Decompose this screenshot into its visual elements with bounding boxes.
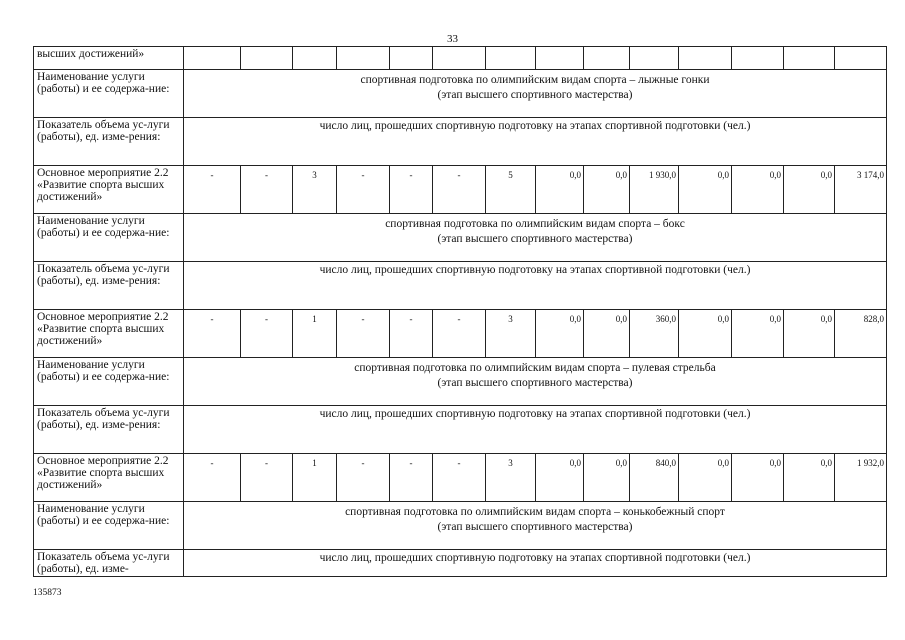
service-label: Наименование услуги (работы) и ее содержа-ние: — [34, 502, 184, 550]
event-row — [34, 310, 887, 358]
value-cell: 0,0 — [536, 310, 584, 358]
value-cell: - — [390, 454, 433, 502]
value-cell: 360,0 — [630, 310, 679, 358]
value-cell: 0,0 — [732, 166, 784, 214]
event-row — [34, 454, 887, 502]
value-cell: 3 — [293, 166, 337, 214]
value-cell: 0,0 — [784, 310, 835, 358]
value-cell: 0,0 — [536, 454, 584, 502]
service-name: спортивная подготовка по олимпийским видам спорта – конькобежный спорт — [345, 506, 725, 518]
table-row — [34, 47, 887, 70]
service-description — [184, 70, 887, 118]
value-cell: 1 — [293, 310, 337, 358]
value-cell: - — [390, 310, 433, 358]
value-cell: - — [433, 454, 486, 502]
value-cell: - — [241, 166, 293, 214]
empty-cell — [241, 47, 293, 70]
indicator-description: число лиц, прошедших спортивную подготовку на этапах спортивной подготовки (чел.) — [184, 262, 887, 310]
event-label: Основное мероприятие 2.2 «Развитие спорта высших достижений» — [34, 310, 184, 358]
indicator-row — [34, 406, 887, 454]
value-cell: - — [433, 310, 486, 358]
service-label: Наименование услуги (работы) и ее содержа-ние: — [34, 214, 184, 262]
value-cell: 0,0 — [732, 310, 784, 358]
empty-cell — [630, 47, 679, 70]
empty-cell — [184, 47, 241, 70]
indicator-label: Показатель объема ус-луги (работы), ед. изме- — [34, 550, 184, 577]
empty-cell — [584, 47, 630, 70]
service-name: спортивная подготовка по олимпийским видам спорта – бокс — [385, 218, 685, 230]
value-cell: 0,0 — [584, 310, 630, 358]
service-row — [34, 70, 887, 118]
value-cell: 1 — [293, 454, 337, 502]
value-cell: 0,0 — [679, 310, 732, 358]
value-cell: 5 — [486, 166, 536, 214]
value-cell: 1 932,0 — [835, 454, 887, 502]
page-number: 33 — [447, 33, 458, 45]
value-cell: - — [241, 310, 293, 358]
event-label: Основное мероприятие 2.2 «Развитие спорта высших достижений» — [34, 454, 184, 502]
service-name: спортивная подготовка по олимпийским видам спорта – лыжные гонки — [360, 74, 710, 86]
indicator-row — [34, 118, 887, 166]
value-cell: 0,0 — [679, 166, 732, 214]
service-description — [184, 214, 887, 262]
value-cell: 3 174,0 — [835, 166, 887, 214]
indicator-description: число лиц, прошедших спортивную подготовку на этапах спортивной подготовки (чел.) — [184, 406, 887, 454]
value-cell: 0,0 — [584, 454, 630, 502]
value-cell: 3 — [486, 310, 536, 358]
value-cell: 0,0 — [584, 166, 630, 214]
service-stage: (этап высшего спортивного мастерства) — [437, 521, 633, 533]
service-label: Наименование услуги (работы) и ее содержа-ние: — [34, 358, 184, 406]
indicator-description: число лиц, прошедших спортивную подготовку на этапах спортивной подготовки (чел.) — [184, 118, 887, 166]
value-cell: 840,0 — [630, 454, 679, 502]
value-cell: 1 930,0 — [630, 166, 679, 214]
service-name: спортивная подготовка по олимпийским видам спорта – пулевая стрельба — [354, 362, 716, 374]
service-stage: (этап высшего спортивного мастерства) — [437, 233, 633, 245]
value-cell: - — [337, 310, 390, 358]
value-cell: 828,0 — [835, 310, 887, 358]
event-row — [34, 166, 887, 214]
empty-cell — [784, 47, 835, 70]
indicator-description: число лиц, прошедших спортивную подготовку на этапах спортивной подготовки (чел.) — [184, 550, 887, 577]
value-cell: 0,0 — [732, 454, 784, 502]
budget-table — [33, 46, 887, 577]
indicator-label: Показатель объема ус-луги (работы), ед. изме-рения: — [34, 406, 184, 454]
empty-cell — [486, 47, 536, 70]
service-stage: (этап высшего спортивного мастерства) — [437, 89, 633, 101]
value-cell: - — [433, 166, 486, 214]
service-description — [184, 358, 887, 406]
value-cell: - — [184, 454, 241, 502]
value-cell: 0,0 — [536, 166, 584, 214]
empty-cell — [835, 47, 887, 70]
row-label: высших достижений» — [34, 47, 184, 70]
value-cell: - — [390, 166, 433, 214]
service-description — [184, 502, 887, 550]
service-stage: (этап высшего спортивного мастерства) — [437, 377, 633, 389]
empty-cell — [679, 47, 732, 70]
value-cell: - — [241, 454, 293, 502]
service-row — [34, 214, 887, 262]
value-cell: 0,0 — [679, 454, 732, 502]
table-body — [34, 47, 887, 577]
empty-cell — [536, 47, 584, 70]
empty-cell — [293, 47, 337, 70]
value-cell: 0,0 — [784, 166, 835, 214]
empty-cell — [433, 47, 486, 70]
value-cell: 3 — [486, 454, 536, 502]
indicator-label: Показатель объема ус-луги (работы), ед. изме-рения: — [34, 118, 184, 166]
service-row — [34, 358, 887, 406]
empty-cell — [337, 47, 390, 70]
document-code: 135873 — [33, 588, 62, 598]
value-cell: - — [184, 310, 241, 358]
indicator-row — [34, 262, 887, 310]
value-cell: - — [184, 166, 241, 214]
service-row — [34, 502, 887, 550]
value-cell: - — [337, 166, 390, 214]
value-cell: 0,0 — [784, 454, 835, 502]
indicator-label: Показатель объема ус-луги (работы), ед. изме-рения: — [34, 262, 184, 310]
event-label: Основное мероприятие 2.2 «Развитие спорта высших достижений» — [34, 166, 184, 214]
indicator-row — [34, 550, 887, 577]
empty-cell — [390, 47, 433, 70]
value-cell: - — [337, 454, 390, 502]
service-label: Наименование услуги (работы) и ее содержа-ние: — [34, 70, 184, 118]
empty-cell — [732, 47, 784, 70]
